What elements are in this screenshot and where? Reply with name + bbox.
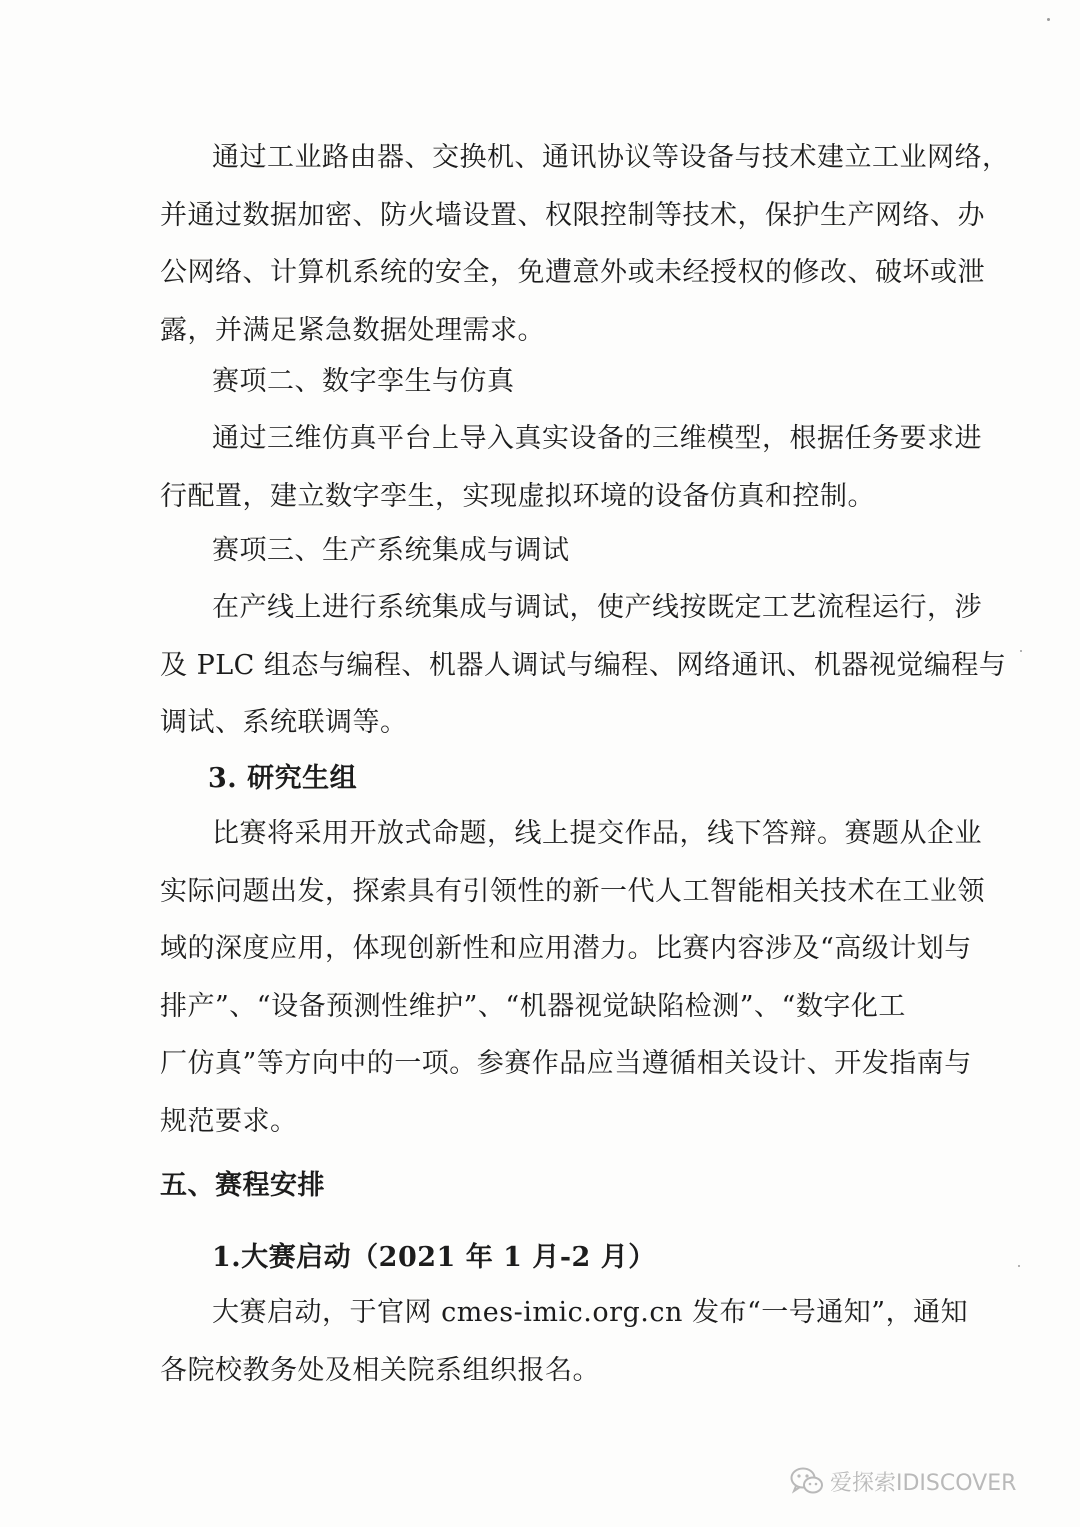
wechat-watermark <box>790 1463 1016 1499</box>
text-line: 并通过数据加密、防火墙设置、权限控制等技术，保护生产网络、办 <box>160 199 985 231</box>
text-line: 比赛将采用开放式命题，线上提交作品，线下答辩。赛题从企业 <box>212 818 982 849</box>
chapter-5-heading: 五、赛程安排 <box>160 1170 325 1201</box>
text-line: 行配置，建立数字孪生，实现虚拟环境的设备仿真和控制。 <box>160 480 875 512</box>
paragraph-network-security <box>160 129 1010 359</box>
paragraph-competition-launch <box>160 1284 969 1399</box>
text-line: 通过三维仿真平台上导入真实设备的三维模型，根据任务要求进 <box>212 423 982 454</box>
schedule-1-heading: 1.大赛启动（2021 年 1 月-2 月） <box>212 1242 656 1273</box>
text-line: 调试、系统联调等。 <box>160 707 408 738</box>
watermark-text: 爱探索IDISCOVER <box>830 1470 1017 1496</box>
paragraph-system-integration <box>160 579 1007 752</box>
event-3-heading: 赛项三、生产系统集成与调试 <box>212 535 570 566</box>
text-line: 通过工业路由器、交换机、通讯协议等设备与技术建立工业网络， <box>212 142 1010 173</box>
text-line: 厂仿真”等方向中的一项。参赛作品应当遵循相关设计、开发指南与 <box>160 1048 972 1079</box>
text-line: 域的深度应用，体现创新性和应用潜力。比赛内容涉及“高级计划与 <box>160 933 972 964</box>
scan-speck <box>1020 650 1022 652</box>
text-line: 排产”、“设备预测性维护”、“机器视觉缺陷检测”、“数字化工 <box>160 990 906 1022</box>
event-2-heading: 赛项二、数字孪生与仿真 <box>212 366 515 397</box>
paragraph-digital-twin <box>160 410 982 525</box>
text-line: 在产线上进行系统集成与调试，使产线按既定工艺流程运行，涉 <box>212 592 982 623</box>
text-line: 公网络、计算机系统的安全，免遭意外或未经授权的修改、破坏或泄 <box>160 257 985 288</box>
text-line: 大赛启动，于官网 cmes-imic.org.cn 发布“一号通知”，通知 <box>212 1297 969 1328</box>
text-line: 及 PLC 组态与编程、机器人调试与编程、网络通讯、机器视觉编程与 <box>160 649 1007 681</box>
scan-speck <box>1047 18 1050 21</box>
text-line: 各院校教务处及相关院系组织报名。 <box>160 1354 600 1386</box>
scan-speck <box>1018 1265 1020 1267</box>
text-line: 规范要求。 <box>160 1105 298 1137</box>
wechat-icon <box>790 1466 824 1496</box>
text-line: 露，并满足紧急数据处理需求。 <box>160 314 545 346</box>
text-line: 实际问题出发，探索具有引领性的新一代人工智能相关技术在工业领 <box>160 875 985 907</box>
section-3-heading: 3. 研究生组 <box>208 763 358 794</box>
paragraph-graduate-group <box>160 805 985 1150</box>
